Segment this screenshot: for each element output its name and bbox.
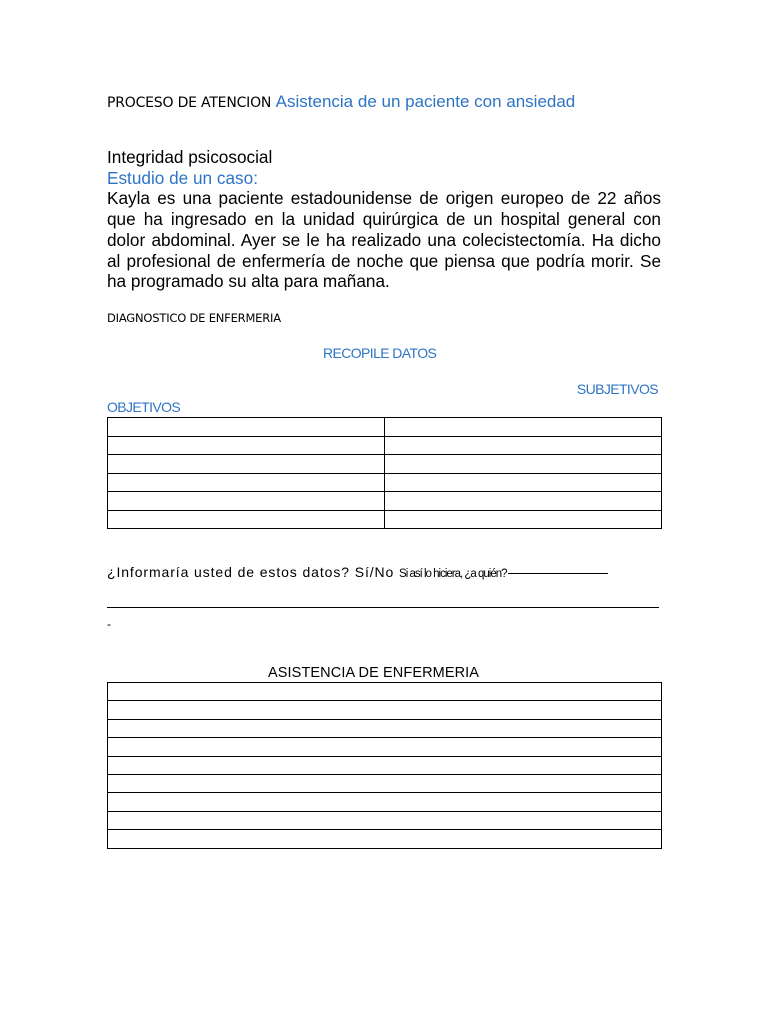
document-title xyxy=(107,92,575,112)
asistencia-heading: ASISTENCIA DE ENFERMERIA xyxy=(268,665,480,681)
question-followup: Si así lo hiciera, ¿a quién? xyxy=(399,568,507,580)
datos-table-cell[interactable] xyxy=(385,455,662,474)
title-prefix: PROCESO DE ATENCION xyxy=(107,95,272,111)
datos-table-cell[interactable] xyxy=(108,436,385,455)
datos-table-cell[interactable] xyxy=(108,510,385,529)
datos-table-row xyxy=(108,510,662,529)
datos-table-cell[interactable] xyxy=(108,418,385,437)
asistencia-table-body xyxy=(108,683,662,849)
question-text: ¿Informaría usted de estos datos? Sí/No xyxy=(107,564,395,580)
recopile-datos-heading: RECOPILE DATOS xyxy=(323,345,437,361)
asistencia-table-cell[interactable] xyxy=(108,683,662,701)
asistencia-table-cell[interactable] xyxy=(108,756,662,774)
asistencia-table-row xyxy=(108,719,662,737)
answer-full-line[interactable] xyxy=(107,607,659,608)
asistencia-table-cell[interactable] xyxy=(108,738,662,756)
subjetivos-label: SUBJETIVOS xyxy=(576,381,658,397)
case-subtitle: Estudio de un caso: xyxy=(107,167,258,188)
asistencia-table-cell[interactable] xyxy=(108,811,662,829)
asistencia-table-cell[interactable] xyxy=(108,719,662,737)
answer-blank-line[interactable] xyxy=(508,572,608,574)
asistencia-table-cell[interactable] xyxy=(108,830,662,848)
asistencia-table-row xyxy=(108,683,662,701)
asistencia-table-row xyxy=(108,756,662,774)
datos-table-row xyxy=(108,473,662,492)
case-category: Integridad psicosocial xyxy=(107,147,273,167)
asistencia-table-cell[interactable] xyxy=(108,793,662,811)
datos-table-row xyxy=(108,492,662,511)
asistencia-table-row xyxy=(108,774,662,792)
datos-table-cell[interactable] xyxy=(385,418,662,437)
diagnostico-heading: DIAGNOSTICO DE ENFERMERIA xyxy=(107,311,281,325)
asistencia-table-row xyxy=(108,738,662,756)
datos-table xyxy=(107,417,662,529)
asistencia-table-row xyxy=(108,811,662,829)
asistencia-table-cell[interactable] xyxy=(108,774,662,792)
datos-table-cell[interactable] xyxy=(385,436,662,455)
datos-table-cell[interactable] xyxy=(385,492,662,511)
datos-table-row xyxy=(108,455,662,474)
title-topic: Asistencia de un paciente con ansiedad xyxy=(275,92,576,111)
datos-table-row xyxy=(108,436,662,455)
asistencia-table-cell[interactable] xyxy=(108,701,662,719)
asistencia-table-row xyxy=(108,793,662,811)
datos-table-cell[interactable] xyxy=(108,473,385,492)
asistencia-table xyxy=(107,682,662,849)
datos-table-cell[interactable] xyxy=(108,455,385,474)
asistencia-table-row xyxy=(108,830,662,848)
objetivos-label: OBJETIVOS xyxy=(107,399,181,415)
datos-table-cell[interactable] xyxy=(108,492,385,511)
case-study-block xyxy=(107,147,661,292)
case-description: Kayla es una paciente estadounidense de origen europeo de 22 años que ha ingresado en la unidad quirúrgica de un hospital general con dolor abdominal. Ayer se le ha realizado una colecistectomía. Ha dicho al profesional de enfermería de noche que piensa que podría morir. Se ha programado su alta para mañana. xyxy=(107,188,661,292)
asistencia-table-row xyxy=(108,701,662,719)
datos-table-cell[interactable] xyxy=(385,510,662,529)
datos-table-body xyxy=(108,418,662,529)
datos-table-row xyxy=(108,418,662,437)
datos-table-cell[interactable] xyxy=(385,473,662,492)
question-line xyxy=(107,564,608,580)
dash-mark: - xyxy=(107,617,111,631)
